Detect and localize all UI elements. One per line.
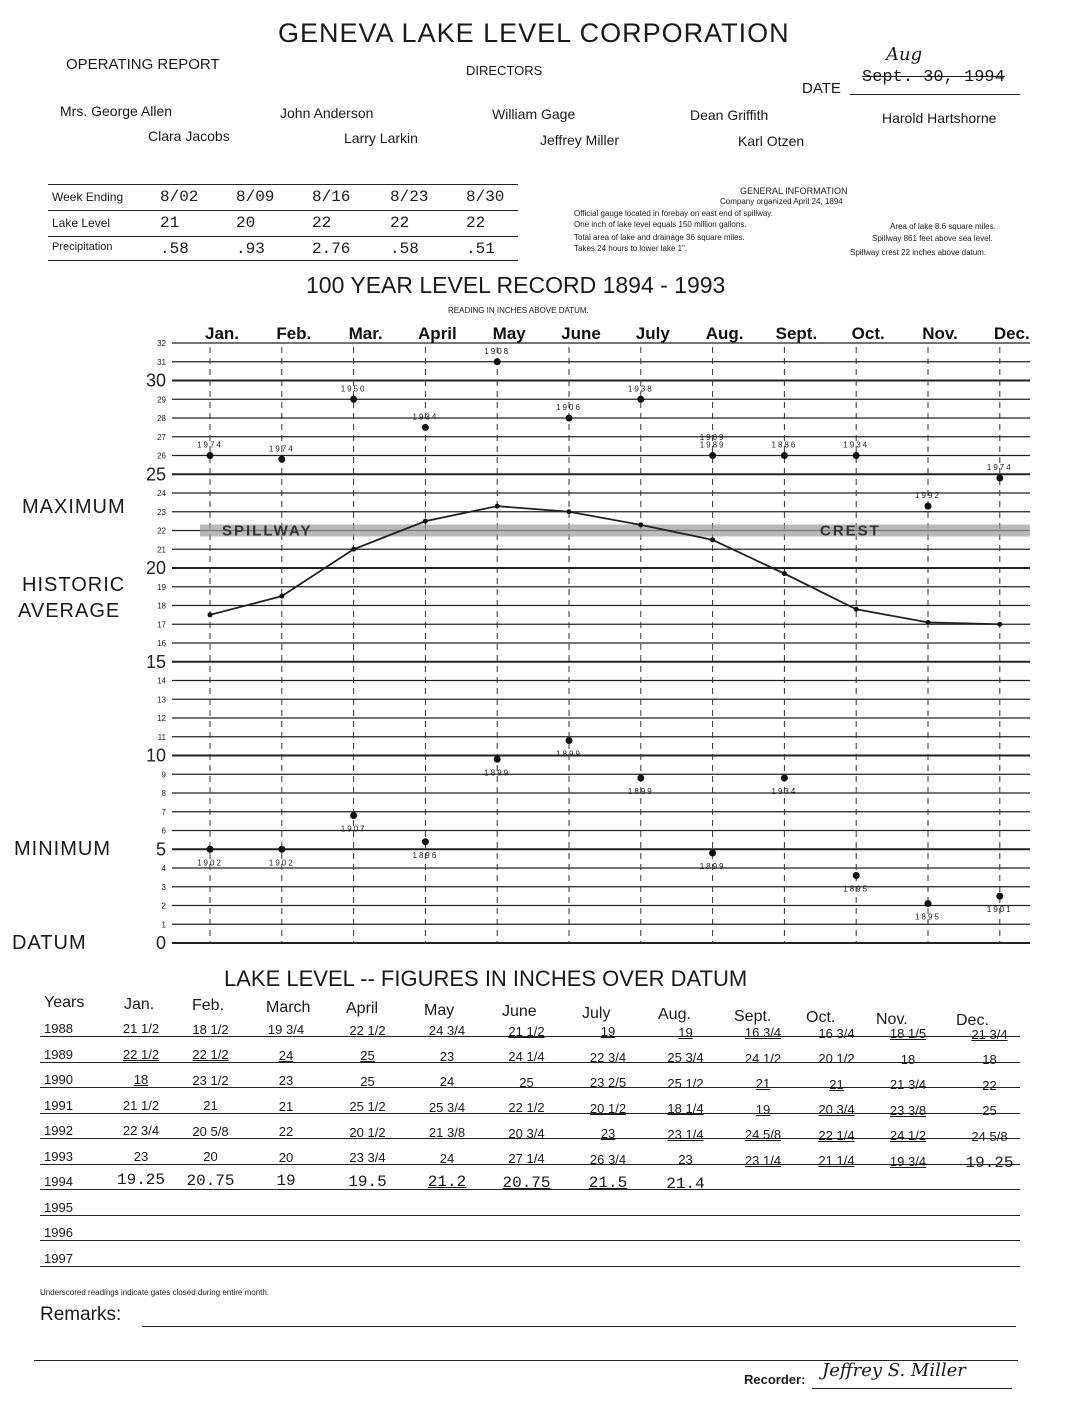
year-cell: 1992	[44, 1123, 73, 1138]
general-info-line: Takes 24 hours to lower lake 1".	[574, 244, 688, 253]
average-point	[854, 607, 859, 612]
average-point	[208, 612, 213, 617]
table-cell: 21	[829, 1076, 844, 1092]
table-cell: 23 3/4	[349, 1150, 386, 1165]
year-label: 1934	[843, 440, 870, 450]
month-label: Aug.	[705, 324, 744, 343]
month-label: May	[492, 324, 526, 343]
year-cell: 1989	[44, 1046, 73, 1062]
column-header: Dec.	[956, 1012, 989, 1029]
maximum-point	[207, 452, 214, 459]
y-tick-label: 26	[157, 451, 166, 461]
table-cell: 18 1/2	[192, 1021, 229, 1037]
y-tick-label: 16	[157, 639, 166, 648]
average-point	[495, 504, 500, 509]
minimum-point	[781, 775, 788, 782]
table-cell: 21 3/4	[971, 1026, 1008, 1042]
average-point	[926, 620, 931, 625]
minimum-point	[996, 893, 1003, 900]
table-cell: 20 1/2	[589, 1100, 627, 1116]
table-cell: 25 3/4	[667, 1050, 704, 1065]
average-point	[567, 509, 572, 514]
table-cell: 25 1/2	[667, 1075, 704, 1091]
spillway-label: SPILLWAY	[222, 522, 313, 540]
table-cell: 22 1/2	[508, 1100, 545, 1115]
table-cell: 21 1/4	[818, 1153, 855, 1168]
chart-subtitle: READING IN INCHES ABOVE DATUM.	[448, 306, 589, 315]
lake-level-value: 22	[390, 214, 410, 232]
remarks-label: Remarks:	[40, 1304, 122, 1325]
year-label: 1950	[340, 384, 367, 394]
table-cell: 20	[278, 1149, 294, 1165]
table-cell: 19	[600, 1024, 616, 1039]
average-point	[638, 522, 643, 527]
general-info-line: Company organized April 24, 1894	[720, 197, 843, 206]
historic-label: HISTORIC	[22, 574, 126, 596]
month-label: Mar.	[348, 324, 383, 343]
table-cell: 19 3/4	[889, 1153, 927, 1169]
table-cell: 20 3/4	[818, 1102, 855, 1117]
table-cell: 18	[982, 1052, 997, 1067]
table-cell: 24 5/8	[744, 1127, 782, 1142]
column-header: Years	[44, 994, 85, 1011]
director-name: Karl Otzen	[738, 133, 805, 149]
lake-level-value: 22	[466, 214, 486, 232]
y-tick-label: 30	[145, 370, 166, 391]
year-cell: 1995	[44, 1199, 73, 1215]
table-footnote: Underscored readings indicate gates closed during entire month.	[40, 1288, 270, 1297]
year-label: 1886	[771, 440, 798, 450]
month-label: Feb.	[276, 324, 312, 343]
table-cell: 22 1/4	[818, 1127, 855, 1143]
average-point	[782, 571, 787, 576]
year-cell: 1991	[44, 1097, 73, 1113]
column-header: May	[424, 1001, 455, 1019]
minimum-point	[278, 846, 285, 853]
year-cell: 1993	[44, 1148, 73, 1164]
y-tick-label: 10	[145, 745, 166, 766]
chart-title: 100 YEAR LEVEL RECORD 1894 - 1993	[306, 272, 726, 298]
month-label: Jan.	[204, 324, 240, 343]
maximum-point	[709, 452, 716, 459]
y-tick-label: 32	[157, 339, 166, 348]
y-tick-label: 6	[161, 826, 166, 836]
month-label: Sept.	[775, 324, 818, 343]
year-label: 1895	[915, 912, 941, 922]
column-header: Jan.	[124, 995, 155, 1013]
table-cell: 23	[439, 1048, 455, 1064]
y-tick-label: 29	[157, 395, 166, 405]
year-cell: 1994	[44, 1174, 73, 1189]
table-cell: 22 1/2	[122, 1046, 160, 1062]
y-tick-label: 21	[157, 545, 166, 555]
general-info-line: Spillway crest 22 inches above datum.	[850, 248, 987, 257]
lake-level-value: 21	[160, 214, 180, 232]
table-cell: 23 1/4	[667, 1126, 704, 1142]
maximum-point	[566, 415, 573, 422]
table-title: LAKE LEVEL -- FIGURES IN INCHES OVER DATUM	[224, 966, 748, 991]
year-label: 1899	[484, 768, 511, 778]
column-header: March	[266, 998, 311, 1016]
table-cell: 23	[133, 1148, 149, 1164]
month-label: Dec.	[993, 324, 1030, 343]
table-cell: 23 1/4	[744, 1152, 782, 1168]
year-label: 1899	[699, 862, 726, 871]
spillway-band	[200, 525, 1030, 537]
y-tick-label: 7	[161, 807, 166, 817]
y-tick-label: 22	[157, 526, 166, 536]
table-cell: 18	[133, 1072, 149, 1087]
year-label: 1906	[556, 403, 582, 412]
week-ending-label: Week Ending	[52, 190, 124, 204]
crest-label: CREST	[820, 522, 881, 540]
column-header: Oct.	[806, 1009, 836, 1026]
y-tick-label: 8	[161, 789, 166, 798]
table-cell: 19	[678, 1024, 693, 1040]
y-tick-label: 9	[161, 770, 166, 780]
table-cell: 23	[278, 1073, 294, 1088]
table-cell: 19.5	[348, 1172, 387, 1191]
year-label: 1896	[412, 850, 439, 860]
precipitation-value: .58	[390, 240, 419, 258]
year-cell: 1988	[44, 1021, 73, 1036]
year-label: 1934	[771, 787, 798, 796]
minimum-point	[925, 900, 932, 907]
year-label: 1902	[268, 858, 295, 868]
year-cell: 1996	[44, 1225, 73, 1240]
recorder-label: Recorder:	[744, 1372, 806, 1387]
table-cell: 21.5	[588, 1174, 628, 1192]
table-cell: 20.75	[502, 1173, 551, 1192]
y-tick-label: 28	[157, 414, 166, 423]
minimum-point	[853, 872, 860, 879]
y-tick-label: 27	[157, 432, 166, 442]
year-label: 1899	[556, 749, 582, 759]
table-cell: 19	[755, 1101, 771, 1117]
table-cell: 25	[519, 1074, 534, 1090]
table-cell: 22 1/2	[349, 1022, 386, 1038]
table-cell: 21 3/8	[428, 1125, 466, 1140]
table-cell: 19 3/4	[267, 1022, 305, 1037]
general-info-line: Spillway 861 feet above sea level.	[872, 234, 993, 243]
year-label: 1989	[699, 440, 726, 450]
table-cell: 21 3/4	[889, 1077, 927, 1092]
general-info-line: One inch of lake level equals 150 million gallons.	[574, 220, 747, 229]
table-cell: 27 1/4	[508, 1151, 545, 1166]
director-name: Mrs. George Allen	[60, 103, 173, 119]
general-info-line: Total area of lake and drainage 36 square miles.	[574, 233, 745, 242]
minimum-point	[637, 775, 644, 782]
week-ending-value: 8/23	[390, 188, 429, 206]
maximum-point	[925, 503, 932, 510]
table-cell: 25	[360, 1048, 375, 1063]
average-point	[351, 547, 356, 552]
table-cell: 20 5/8	[192, 1123, 229, 1139]
minimum-point	[709, 850, 716, 857]
y-tick-label: 24	[157, 489, 166, 498]
director-name: Jeffrey Miller	[540, 132, 620, 148]
table-cell: 23	[600, 1126, 616, 1141]
table-cell: 24 1/2	[744, 1050, 782, 1066]
table-cell: 21	[755, 1076, 771, 1091]
precipitation-value: .93	[236, 240, 265, 258]
year-label: 1992	[915, 491, 941, 501]
column-header: Nov.	[876, 1010, 908, 1028]
minimum-point	[350, 812, 357, 819]
table-cell: 23 3/8	[889, 1102, 927, 1118]
y-tick-label: 1	[161, 920, 166, 930]
maximum-point	[278, 456, 285, 463]
y-tick-label: 23	[157, 507, 166, 517]
y-tick-label: 5	[155, 839, 166, 860]
table-cell: 24 1/2	[889, 1128, 927, 1143]
date-handwritten: Aug	[886, 44, 923, 65]
y-tick-label: 19	[157, 582, 166, 592]
director-name: Harold Hartshorne	[882, 110, 997, 126]
maximum-point	[350, 396, 357, 403]
table-cell: 21.4	[666, 1174, 705, 1193]
table-cell: 19.25	[965, 1154, 1014, 1172]
maximum-point	[637, 396, 644, 403]
table-cell: 20 1/2	[349, 1124, 386, 1140]
table-cell: 24 5/8	[971, 1128, 1008, 1144]
year-label: 1907	[340, 824, 367, 834]
minimum-point	[207, 846, 214, 853]
maximum-point	[853, 452, 860, 459]
table-cell: 25 3/4	[428, 1099, 466, 1115]
year-label: 1934	[412, 412, 439, 422]
maximum-point	[781, 452, 788, 459]
table-cell: 16 3/4	[744, 1025, 782, 1040]
table-cell: 25 1/2	[349, 1099, 386, 1114]
table-cell: 18 1/4	[667, 1101, 704, 1116]
y-tick-label: 20	[145, 558, 166, 578]
general-info-line: Official gauge located in forebay on east end of spillway.	[574, 209, 773, 218]
maximum-label: MAXIMUM	[22, 496, 126, 518]
average-point	[279, 594, 284, 599]
recorder-signature: Jeffrey S. Miller	[822, 1360, 966, 1381]
column-header: July	[582, 1004, 611, 1022]
year-label: 1974	[268, 444, 295, 454]
table-cell: 19	[276, 1172, 296, 1190]
month-label: Nov.	[922, 324, 958, 343]
director-name: William Gage	[492, 106, 576, 122]
year-label: 1899	[627, 787, 654, 796]
maximum-point	[422, 424, 429, 431]
year-label: 1974	[986, 463, 1013, 472]
y-tick-label: 4	[161, 864, 166, 873]
table-cell: 21 1/2	[122, 1021, 160, 1036]
table-cell: 20.75	[186, 1171, 235, 1190]
report-label: OPERATING REPORT	[66, 56, 220, 73]
minimum-point	[494, 756, 501, 763]
table-cell: 22 3/4	[589, 1049, 627, 1065]
table-cell: 23 2/5	[589, 1075, 627, 1090]
table-cell: 24 3/4	[428, 1023, 466, 1038]
average-point	[997, 622, 1002, 627]
director-name: Larry Larkin	[344, 130, 418, 146]
table-cell: 24	[439, 1074, 455, 1089]
y-tick-label: 18	[157, 601, 166, 611]
director-name: Clara Jacobs	[148, 128, 230, 144]
year-label: 1895	[843, 884, 870, 894]
week-ending-value: 8/30	[466, 188, 505, 206]
average-point	[423, 519, 428, 524]
table-cell: 21	[203, 1098, 218, 1113]
minimum-point	[566, 737, 573, 744]
director-name: Dean Griffith	[690, 107, 769, 123]
maximum-point	[996, 475, 1003, 482]
maximum-point	[494, 358, 501, 365]
table-cell: 20	[203, 1149, 218, 1164]
date-label: DATE	[802, 80, 841, 97]
table-cell: 18	[900, 1051, 916, 1067]
y-tick-label: 14	[157, 676, 166, 686]
column-header: April	[346, 1000, 379, 1017]
level-chart	[0, 300, 1088, 980]
y-tick-label: 3	[161, 882, 166, 892]
column-header: June	[502, 1003, 537, 1020]
table-cell: 21 1/2	[122, 1097, 160, 1113]
general-info-title: GENERAL INFORMATION	[740, 186, 848, 196]
precipitation-value: .51	[466, 240, 495, 258]
y-tick-label: 31	[157, 357, 166, 367]
month-label: July	[635, 324, 670, 343]
year-cell: 1990	[44, 1072, 73, 1087]
minimum-point	[422, 838, 429, 845]
month-label: June	[561, 324, 601, 343]
table-cell: 24 1/4	[508, 1049, 545, 1064]
precipitation-value: 2.76	[312, 240, 351, 258]
directors-label: DIRECTORS	[466, 63, 543, 78]
y-tick-label: 13	[157, 695, 166, 705]
year-label: 1908	[484, 346, 511, 356]
table-cell: 21.2	[427, 1173, 467, 1191]
week-ending-value: 8/09	[236, 188, 275, 206]
column-header: Aug.	[658, 1006, 691, 1023]
year-cell: 1997	[44, 1250, 73, 1266]
page-title: GENEVA LAKE LEVEL CORPORATION	[278, 18, 790, 48]
year-label: 1902	[197, 858, 223, 868]
table-cell: 18 1/5	[889, 1026, 927, 1041]
minimum-label: MINIMUM	[14, 838, 111, 860]
average-label: AVERAGE	[18, 600, 121, 622]
table-cell: 22 3/4	[122, 1123, 160, 1138]
y-tick-label: 12	[157, 714, 166, 723]
datum-label: DATUM	[12, 932, 87, 954]
table-cell: 25	[982, 1103, 997, 1118]
y-tick-label: 0	[155, 933, 166, 953]
precipitation-label: Precipitation	[52, 241, 113, 253]
month-label: Oct.	[851, 324, 885, 343]
general-info-line: Area of lake 8.6 square miles.	[890, 222, 996, 231]
week-ending-value: 8/16	[312, 188, 351, 206]
month-label: April	[418, 324, 457, 343]
table-cell: 23 1/2	[192, 1072, 229, 1088]
director-name: John Anderson	[280, 105, 374, 121]
table-cell: 20 1/2	[818, 1051, 855, 1066]
y-tick-label: 15	[145, 651, 166, 672]
week-ending-value: 8/02	[160, 188, 199, 206]
lake-level-label: Lake Level	[52, 216, 111, 230]
column-header: Feb.	[192, 997, 225, 1014]
table-cell: 22 1/2	[192, 1047, 229, 1062]
column-header: Sept.	[734, 1007, 772, 1025]
table-cell: 23	[678, 1152, 693, 1167]
table-cell: 25	[360, 1073, 375, 1089]
year-label: 1909	[699, 432, 726, 442]
lake-level-value: 22	[312, 214, 332, 232]
table-cell: 21	[278, 1098, 294, 1114]
table-cell: 16 3/4	[818, 1025, 855, 1041]
table-cell: 24	[439, 1150, 455, 1166]
y-tick-label: 2	[161, 901, 166, 911]
lake-level-value: 20	[236, 214, 256, 232]
date-value: Sept. 30, 1994	[862, 68, 1005, 87]
y-tick-label: 11	[157, 732, 166, 742]
table-cell: 24	[278, 1047, 294, 1063]
average-point	[710, 537, 715, 542]
table-cell: 26 3/4	[589, 1151, 627, 1167]
table-cell: 22	[982, 1077, 997, 1093]
precipitation-value: .58	[160, 240, 189, 258]
table-cell: 22	[278, 1124, 294, 1139]
y-tick-label: 25	[145, 464, 166, 485]
year-label: 1901	[986, 905, 1013, 915]
average-line	[210, 506, 1000, 624]
table-cell: 21 1/2	[508, 1023, 545, 1039]
table-cell: 20 3/4	[508, 1125, 545, 1141]
year-label: 1974	[197, 440, 223, 450]
y-tick-label: 17	[157, 620, 166, 630]
table-cell: 19.25	[116, 1171, 165, 1189]
year-label: 1938	[627, 384, 654, 394]
